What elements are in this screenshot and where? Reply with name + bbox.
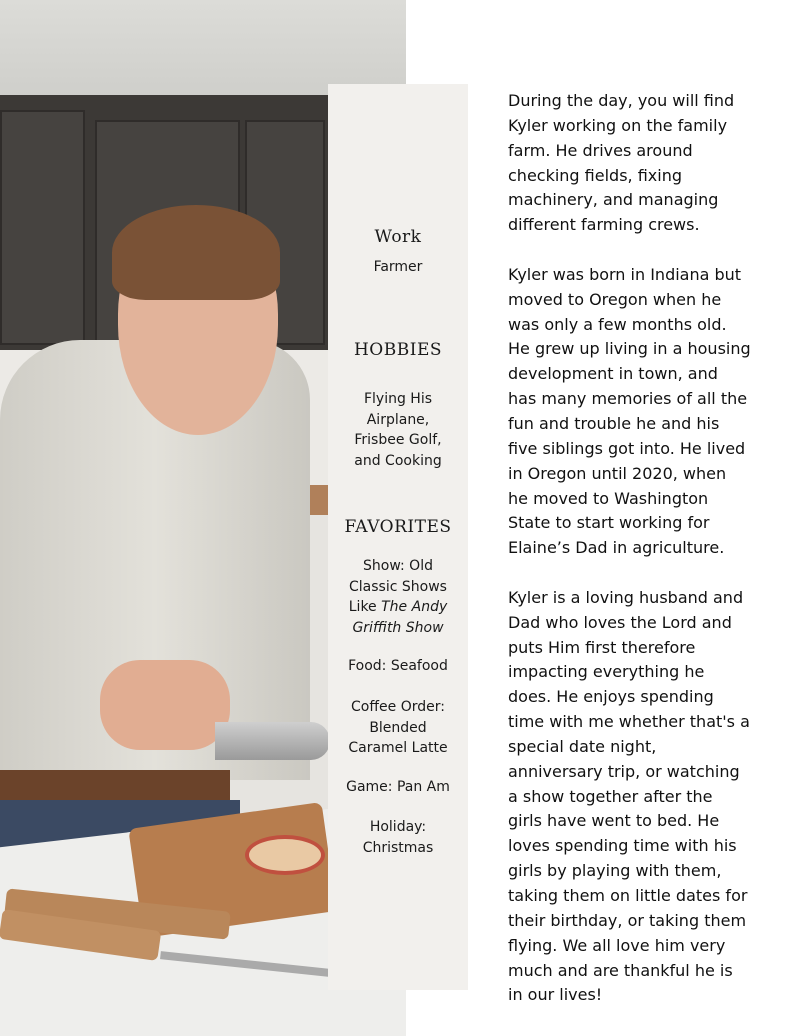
favorite-holiday: Holiday: Christmas: [362, 819, 434, 856]
photo-cabinet-door: [0, 110, 85, 345]
bio-paragraph-family: Kyler is a loving husband and Dad who loves the Lord and puts Him first therefore impacting everything he does. He enjoys spending time with me whether that's a special date night, anniversary trip, or watching a show together after the girls have went to bed. He loves spending time with his girls by playing with them, taking them on little dates for their birthday, or taking them flying. We all love him very much and are thankful he is in our lives!: [508, 587, 750, 1005]
photo-knife: [215, 722, 330, 760]
about-sidebar: [328, 84, 468, 990]
photo-apple: [245, 835, 325, 875]
photo-ceiling: [0, 0, 406, 95]
favorites-heading: FAVORITES: [344, 517, 452, 537]
photo-belt: [0, 770, 230, 800]
work-value: Farmer: [373, 259, 423, 275]
hobbies-value: Flying His Airplane, Frisbee Golf, and Cooking: [354, 391, 442, 469]
bio-paragraph-background: Kyler was born in Indiana but moved to Oregon when he was only a few months old. He grew up living in a housing development in town, and has many memories of all the fun and trouble he and his five siblings got into. He lived in Oregon until 2020, when he moved to Washington State to start working for Elaine’s Dad in agriculture.: [508, 264, 751, 558]
photo-hair: [112, 205, 280, 300]
bio-text: [508, 89, 778, 1033]
show-title-1: The Andy: [381, 599, 448, 615]
work-heading: Work: [374, 227, 422, 247]
favorite-game: Game: Pan Am: [346, 779, 450, 795]
favorite-food: Food: Seafood: [348, 658, 448, 674]
show-title-2: Griffith Show: [352, 619, 444, 636]
hobbies-heading: HOBBIES: [353, 340, 443, 360]
bio-paragraph-work: During the day, you will find Kyler working on the family farm. He drives around checking fields, fixing machinery, and managing different farming crews.: [508, 91, 735, 235]
favorite-show: [328, 556, 468, 638]
favorite-coffee: Coffee Order: Blended Caramel Latte: [348, 699, 448, 756]
photo-arm: [100, 660, 230, 750]
show-prefix: Show: Old Classic Shows Like: [348, 558, 447, 615]
